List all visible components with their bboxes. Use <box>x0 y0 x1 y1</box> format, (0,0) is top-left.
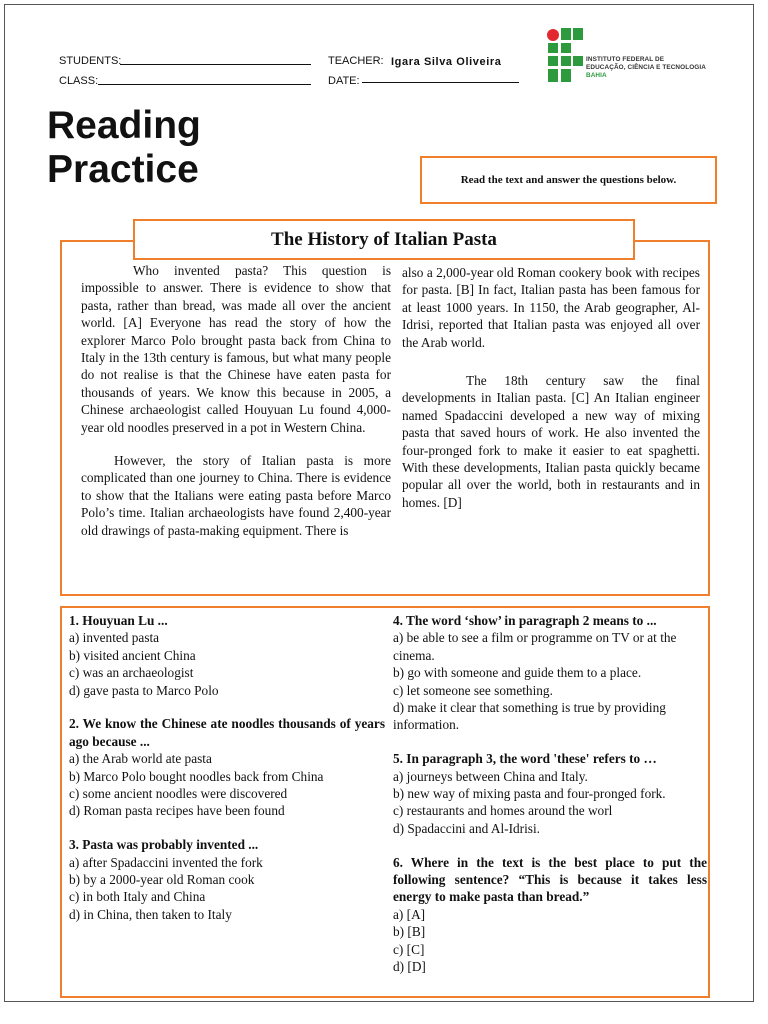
answer-option[interactable]: d) in China, then taken to Italy <box>69 906 232 922</box>
page-title: Reading Practice <box>47 104 201 191</box>
instruction-box: Read the text and answer the questions below. <box>420 156 717 204</box>
answer-option[interactable]: a) invented pasta <box>69 630 160 646</box>
answer-option[interactable]: b) Marco Polo bought noodles back from China <box>69 768 324 784</box>
answer-option[interactable]: c) was an archaeologist <box>69 665 194 681</box>
question-stem: 3. Pasta was probably invented ... <box>69 837 259 853</box>
students-field[interactable] <box>120 64 311 65</box>
answer-option[interactable]: d) make it clear that something is true by providing information. <box>393 700 666 733</box>
paragraph-2: However, the story of Italian pasta is more complicated than one journey to China. There is evidence to show that the Italians were eating pasta before Marco Polo’s time. Italian archaeologists have found 2,400-year old drawings of pasta-making equipment. There is <box>81 453 391 538</box>
questions-column-right <box>393 612 707 976</box>
question-stem: 6. Where in the text is the best place to put the following sentence? “This is because it takes less energy to make pasta than bread.” <box>393 854 707 905</box>
class-label: CLASS: <box>59 75 99 87</box>
question-stem: 2. We know the Chinese ate noodles thousands of years ago because ... <box>69 716 385 749</box>
text-column-right <box>402 264 700 511</box>
students-label: STUDENTS: <box>59 55 122 67</box>
answer-option[interactable]: a) [A] <box>393 906 426 922</box>
story-title: The History of Italian Pasta <box>133 219 635 260</box>
answer-option[interactable]: a) be able to see a film or programme on TV or at the cinema. <box>393 630 677 663</box>
teacher-name: Igara Silva Oliveira <box>391 56 502 68</box>
text-column-left <box>81 262 391 539</box>
answer-option[interactable]: d) Roman pasta recipes have been found <box>69 803 285 819</box>
answer-option[interactable]: b) visited ancient China <box>69 647 196 663</box>
question-stem: 5. In paragraph 3, the word 'these' refers to … <box>393 751 657 767</box>
answer-option[interactable]: a) after Spadaccini invented the fork <box>69 854 263 870</box>
answer-option[interactable]: c) restaurants and homes around the worl <box>393 803 613 819</box>
paragraph-1: Who invented pasta? This question is impossible to answer. There is evidence to show that pasta, rather than bread, was made all over the ancient world. [A] Everyone has read the story of how the explorer Marco Polo brought pasta back from China to Italy in the 13th century is famous, but what many people do not realise is that the Chinese have eaten pasta for thousands of years. We know this because in 2005, a Chinese archaeologist called Houyuan Lu found 4,000-year old noodles preserved in a pot in Western China. <box>81 263 391 435</box>
logo-mark-icon <box>546 26 586 88</box>
question-6 <box>393 854 707 976</box>
answer-option[interactable]: b) [B] <box>393 924 426 940</box>
question-5 <box>393 750 707 837</box>
answer-option[interactable]: d) [D] <box>393 959 426 975</box>
logo-text: INSTITUTO FEDERAL DE EDUCAÇÃO, CIÊNCIA E TECNOLOGIA BAHIA <box>586 56 706 79</box>
answer-option[interactable]: b) go with someone and guide them to a place. <box>393 665 642 681</box>
question-stem: 1. Houyuan Lu ... <box>69 613 168 628</box>
questions-column-left <box>69 612 385 923</box>
teacher-label: TEACHER: <box>328 55 384 67</box>
answer-option[interactable]: a) journeys between China and Italy. <box>393 768 588 784</box>
class-field[interactable] <box>98 84 311 85</box>
paragraph-2-continued: also a 2,000-year old Roman cookery book with recipes for pasta. [B] In fact, Italian pasta has been famous for at least 1000 years. In 1150, the Arab geographer, Al-Idrisi, reported that Italian pasta was enjoyed all over the Arab world. <box>402 265 700 350</box>
answer-option[interactable]: c) [C] <box>393 941 425 957</box>
question-2 <box>69 715 385 819</box>
answer-option[interactable]: c) let someone see something. <box>393 682 553 698</box>
question-1 <box>69 612 385 699</box>
answer-option[interactable]: d) Spadaccini and Al-Idrisi. <box>393 820 540 836</box>
question-3 <box>69 836 385 923</box>
answer-option[interactable]: d) gave pasta to Marco Polo <box>69 682 219 698</box>
date-label: DATE: <box>328 75 360 87</box>
question-4 <box>393 612 707 734</box>
answer-option[interactable]: b) new way of mixing pasta and four-pronged fork. <box>393 786 666 802</box>
date-field[interactable] <box>362 82 519 83</box>
answer-option[interactable]: c) in both Italy and China <box>69 889 206 905</box>
answer-option[interactable]: a) the Arab world ate pasta <box>69 751 212 767</box>
answer-option[interactable]: b) by a 2000-year old Roman cook <box>69 872 255 888</box>
answer-option[interactable]: c) some ancient noodles were discovered <box>69 786 288 802</box>
paragraph-3: The 18th century saw the final developments in Italian pasta. [C] An Italian engineer named Spadaccini developed a new way of mixing pasta that saved hours of work. He also invented the four-pronged fork to make it easier to eat spaghetti. With these developments, Italian pasta quickly became popular all over the world, both in restaurants and in homes. [D] <box>402 373 700 510</box>
institute-logo <box>546 26 706 88</box>
question-stem: 4. The word ‘show’ in paragraph 2 means to ... <box>393 613 657 628</box>
